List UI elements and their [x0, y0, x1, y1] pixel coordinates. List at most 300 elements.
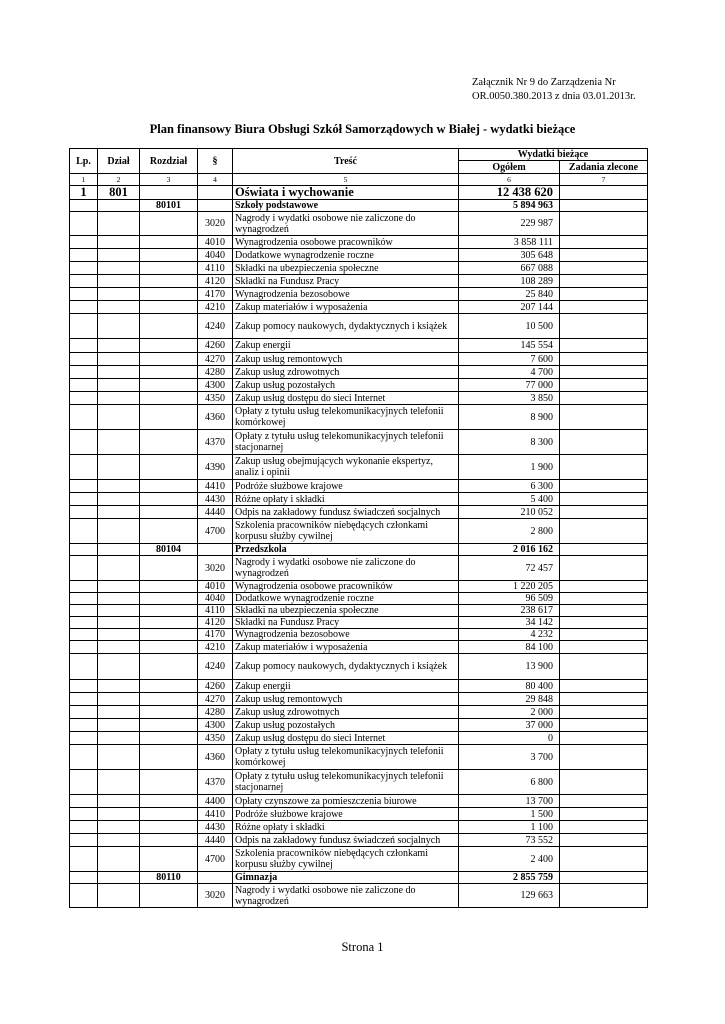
cell-paragraph: 4350 [198, 392, 233, 405]
cell-rozdzial [140, 379, 198, 392]
cell-zadania [560, 339, 648, 353]
cell-paragraph: 4010 [198, 581, 233, 593]
cell-lp [70, 392, 98, 405]
cell-paragraph: 4260 [198, 680, 233, 693]
cell-lp [70, 847, 98, 872]
cell-ogolem: 2 000 [459, 706, 560, 719]
paragraph-row [70, 262, 648, 275]
cell-zadania [560, 617, 648, 629]
paragraph-row [70, 629, 648, 641]
cell-zadania [560, 506, 648, 519]
cell-rozdzial [140, 519, 198, 544]
cell-dzial [98, 544, 140, 556]
cell-ogolem: 37 000 [459, 719, 560, 732]
cell-ogolem: 5 400 [459, 493, 560, 506]
cell-tresc: Zakup usług zdrowotnych [233, 706, 459, 719]
cell-lp [70, 275, 98, 288]
paragraph-row [70, 834, 648, 847]
cell-dzial [98, 275, 140, 288]
paragraph-row [70, 719, 648, 732]
cell-dzial [98, 732, 140, 745]
cell-rozdzial [140, 732, 198, 745]
cell-tresc: Nagrody i wydatki osobowe nie zaliczone do wynagrodzeń [233, 556, 459, 581]
cell-paragraph: 4430 [198, 821, 233, 834]
cell-rozdzial: 80110 [140, 872, 198, 884]
cell-zadania [560, 593, 648, 605]
cell-zadania [560, 275, 648, 288]
cell-zadania [560, 745, 648, 770]
col-number: 7 [560, 174, 648, 186]
cell-dzial [98, 847, 140, 872]
cell-ogolem: 77 000 [459, 379, 560, 392]
cell-rozdzial [140, 821, 198, 834]
cell-ogolem: 72 457 [459, 556, 560, 581]
cell-paragraph: 4120 [198, 617, 233, 629]
cell-ogolem: 10 500 [459, 314, 560, 339]
cell-ogolem: 1 220 205 [459, 581, 560, 593]
cell-dzial [98, 506, 140, 519]
cell-lp [70, 581, 98, 593]
cell-dzial [98, 834, 140, 847]
cell-paragraph: 4390 [198, 455, 233, 480]
cell-lp [70, 480, 98, 493]
col-header-rozdzial: Rozdział [140, 149, 198, 174]
cell-paragraph: 4260 [198, 339, 233, 353]
cell-rozdzial [140, 493, 198, 506]
cell-tresc: Dodatkowe wynagrodzenie roczne [233, 249, 459, 262]
cell-zadania [560, 249, 648, 262]
col-header-lp: Lp. [70, 149, 98, 174]
cell-zadania [560, 405, 648, 430]
cell-rozdzial [140, 480, 198, 493]
cell-paragraph: 4350 [198, 732, 233, 745]
cell-rozdzial [140, 339, 198, 353]
cell-tresc: Szkolenia pracowników niebędących członkami korpusu służby cywilnej [233, 847, 459, 872]
cell-zadania [560, 455, 648, 480]
cell-dzial [98, 641, 140, 654]
cell-lp [70, 808, 98, 821]
cell-lp [70, 629, 98, 641]
col-header-zadania: Zadania zlecone [560, 161, 648, 174]
cell-lp [70, 593, 98, 605]
paragraph-row [70, 693, 648, 706]
cell-paragraph: 4300 [198, 379, 233, 392]
paragraph-row [70, 680, 648, 693]
cell-ogolem: 4 700 [459, 366, 560, 379]
paragraph-row [70, 339, 648, 353]
cell-zadania [560, 544, 648, 556]
cell-dzial [98, 430, 140, 455]
col-header-wydatki: Wydatki bieżące [459, 149, 648, 161]
cell-rozdzial [140, 430, 198, 455]
cell-ogolem: 34 142 [459, 617, 560, 629]
cell-ogolem: 13 900 [459, 654, 560, 680]
cell-zadania [560, 301, 648, 314]
cell-paragraph: 4010 [198, 236, 233, 249]
cell-lp [70, 366, 98, 379]
paragraph-row [70, 884, 648, 908]
paragraph-row [70, 249, 648, 262]
cell-paragraph: 4270 [198, 693, 233, 706]
cell-paragraph: 4370 [198, 430, 233, 455]
cell-lp [70, 884, 98, 908]
cell-ogolem: 5 894 963 [459, 200, 560, 212]
cell-tresc: Odpis na zakładowy fundusz świadczeń socjalnych [233, 506, 459, 519]
cell-ogolem: 229 987 [459, 212, 560, 236]
paragraph-row [70, 847, 648, 872]
cell-ogolem: 84 100 [459, 641, 560, 654]
cell-rozdzial [140, 212, 198, 236]
cell-lp [70, 353, 98, 366]
cell-dzial [98, 288, 140, 301]
cell-ogolem: 667 088 [459, 262, 560, 275]
cell-paragraph [198, 186, 233, 200]
cell-rozdzial [140, 236, 198, 249]
cell-rozdzial [140, 808, 198, 821]
cell-ogolem: 3 858 111 [459, 236, 560, 249]
cell-tresc: Podróże służbowe krajowe [233, 480, 459, 493]
cell-lp [70, 680, 98, 693]
cell-rozdzial [140, 455, 198, 480]
cell-paragraph: 4270 [198, 353, 233, 366]
cell-paragraph: 4440 [198, 506, 233, 519]
cell-ogolem: 8 300 [459, 430, 560, 455]
cell-zadania [560, 480, 648, 493]
cell-zadania [560, 581, 648, 593]
cell-rozdzial [140, 654, 198, 680]
cell-lp [70, 544, 98, 556]
cell-dzial [98, 556, 140, 581]
cell-rozdzial [140, 301, 198, 314]
cell-tresc: Opłaty z tytułu usług telekomunikacyjnych telefonii stacjonarnej [233, 430, 459, 455]
cell-dzial [98, 262, 140, 275]
cell-ogolem: 8 900 [459, 405, 560, 430]
cell-tresc: Szkolenia pracowników niebędących członkami korpusu służby cywilnej [233, 519, 459, 544]
col-number: 6 [459, 174, 560, 186]
cell-lp [70, 556, 98, 581]
cell-paragraph: 4280 [198, 706, 233, 719]
cell-zadania [560, 430, 648, 455]
cell-ogolem: 6 800 [459, 770, 560, 795]
cell-tresc: Zakup usług remontowych [233, 353, 459, 366]
cell-dzial [98, 795, 140, 808]
cell-rozdzial [140, 353, 198, 366]
cell-paragraph: 4170 [198, 288, 233, 301]
header-note [472, 76, 636, 104]
cell-ogolem: 25 840 [459, 288, 560, 301]
rozdzial-row [70, 200, 648, 212]
paragraph-row [70, 641, 648, 654]
budget-table [69, 148, 648, 908]
cell-ogolem: 207 144 [459, 301, 560, 314]
cell-zadania [560, 834, 648, 847]
cell-dzial [98, 353, 140, 366]
cell-rozdzial [140, 795, 198, 808]
cell-tresc: Zakup energii [233, 339, 459, 353]
cell-paragraph: 4040 [198, 593, 233, 605]
cell-paragraph: 3020 [198, 212, 233, 236]
paragraph-row [70, 353, 648, 366]
header-row-1 [70, 149, 648, 161]
cell-paragraph: 4110 [198, 262, 233, 275]
cell-zadania [560, 654, 648, 680]
cell-lp: 1 [70, 186, 98, 200]
cell-paragraph: 4210 [198, 301, 233, 314]
col-header-ogolem: Ogółem [459, 161, 560, 174]
cell-zadania [560, 693, 648, 706]
cell-zadania [560, 493, 648, 506]
paragraph-row [70, 821, 648, 834]
cell-dzial [98, 212, 140, 236]
cell-lp [70, 405, 98, 430]
cell-tresc: Opłaty z tytułu usług telekomunikacyjnych telefonii komórkowej [233, 405, 459, 430]
cell-rozdzial [140, 314, 198, 339]
cell-dzial [98, 808, 140, 821]
header-note-line-1: Załącznik Nr 9 do Zarządzenia Nr [472, 77, 616, 88]
cell-paragraph [198, 544, 233, 556]
cell-tresc: Zakup materiałów i wyposażenia [233, 301, 459, 314]
col-header-paragraph: § [198, 149, 233, 174]
cell-tresc: Różne opłaty i składki [233, 493, 459, 506]
col-number: 4 [198, 174, 233, 186]
cell-rozdzial [140, 770, 198, 795]
paragraph-row [70, 288, 648, 301]
cell-lp [70, 834, 98, 847]
cell-ogolem: 2 800 [459, 519, 560, 544]
cell-lp [70, 654, 98, 680]
cell-dzial [98, 654, 140, 680]
cell-rozdzial [140, 392, 198, 405]
cell-zadania [560, 719, 648, 732]
paragraph-row [70, 556, 648, 581]
cell-rozdzial [140, 693, 198, 706]
cell-ogolem: 29 848 [459, 693, 560, 706]
cell-dzial [98, 236, 140, 249]
cell-rozdzial [140, 745, 198, 770]
cell-rozdzial [140, 617, 198, 629]
page-footer: Strona 1 [341, 940, 384, 954]
cell-ogolem: 96 509 [459, 593, 560, 605]
cell-dzial [98, 770, 140, 795]
cell-ogolem: 7 600 [459, 353, 560, 366]
cell-lp [70, 493, 98, 506]
paragraph-row [70, 314, 648, 339]
cell-dzial [98, 339, 140, 353]
cell-rozdzial [140, 581, 198, 593]
cell-rozdzial [140, 275, 198, 288]
cell-paragraph: 3020 [198, 884, 233, 908]
cell-ogolem: 3 700 [459, 745, 560, 770]
paragraph-row [70, 236, 648, 249]
cell-tresc: Zakup materiałów i wyposażenia [233, 641, 459, 654]
cell-ogolem: 0 [459, 732, 560, 745]
cell-paragraph: 4370 [198, 770, 233, 795]
cell-lp [70, 262, 98, 275]
cell-paragraph: 4280 [198, 366, 233, 379]
cell-lp [70, 430, 98, 455]
cell-ogolem: 2 016 162 [459, 544, 560, 556]
cell-paragraph: 4700 [198, 519, 233, 544]
cell-ogolem: 108 289 [459, 275, 560, 288]
cell-zadania [560, 821, 648, 834]
cell-rozdzial [140, 884, 198, 908]
cell-tresc: Zakup energii [233, 680, 459, 693]
cell-lp [70, 745, 98, 770]
cell-ogolem: 1 100 [459, 821, 560, 834]
cell-ogolem: 145 554 [459, 339, 560, 353]
col-number: 1 [70, 174, 98, 186]
paragraph-row [70, 654, 648, 680]
cell-tresc: Oświata i wychowanie [233, 186, 459, 200]
cell-tresc: Zakup pomocy naukowych, dydaktycznych i książek [233, 654, 459, 680]
cell-zadania [560, 200, 648, 212]
paragraph-row [70, 732, 648, 745]
cell-zadania [560, 808, 648, 821]
cell-dzial [98, 872, 140, 884]
cell-rozdzial [140, 605, 198, 617]
cell-dzial [98, 719, 140, 732]
cell-dzial [98, 617, 140, 629]
dzial-row [70, 186, 648, 200]
cell-rozdzial [140, 262, 198, 275]
cell-tresc: Zakup usług pozostałych [233, 719, 459, 732]
cell-lp [70, 693, 98, 706]
cell-dzial [98, 821, 140, 834]
cell-paragraph [198, 200, 233, 212]
cell-rozdzial [140, 834, 198, 847]
cell-rozdzial [140, 706, 198, 719]
cell-paragraph: 4210 [198, 641, 233, 654]
cell-paragraph: 4700 [198, 847, 233, 872]
cell-zadania [560, 366, 648, 379]
cell-dzial [98, 314, 140, 339]
cell-ogolem: 6 300 [459, 480, 560, 493]
cell-rozdzial [140, 680, 198, 693]
cell-lp [70, 605, 98, 617]
cell-tresc: Opłaty czynszowe za pomieszczenia biurowe [233, 795, 459, 808]
cell-zadania [560, 641, 648, 654]
paragraph-row [70, 493, 648, 506]
cell-tresc: Składki na ubezpieczenia społeczne [233, 262, 459, 275]
cell-rozdzial [140, 249, 198, 262]
paragraph-row [70, 366, 648, 379]
cell-paragraph: 4040 [198, 249, 233, 262]
paragraph-row [70, 379, 648, 392]
paragraph-row [70, 519, 648, 544]
col-number: 2 [98, 174, 140, 186]
cell-dzial [98, 455, 140, 480]
cell-ogolem: 73 552 [459, 834, 560, 847]
cell-zadania [560, 629, 648, 641]
cell-rozdzial [140, 288, 198, 301]
cell-zadania [560, 847, 648, 872]
cell-dzial [98, 392, 140, 405]
cell-lp [70, 249, 98, 262]
cell-ogolem: 210 052 [459, 506, 560, 519]
cell-lp [70, 872, 98, 884]
paragraph-row [70, 617, 648, 629]
paragraph-row [70, 745, 648, 770]
cell-ogolem: 80 400 [459, 680, 560, 693]
cell-rozdzial [140, 593, 198, 605]
cell-lp [70, 795, 98, 808]
cell-zadania [560, 379, 648, 392]
cell-lp [70, 379, 98, 392]
cell-paragraph: 4110 [198, 605, 233, 617]
cell-lp [70, 519, 98, 544]
cell-ogolem: 1 900 [459, 455, 560, 480]
cell-paragraph: 4400 [198, 795, 233, 808]
cell-ogolem: 238 617 [459, 605, 560, 617]
cell-zadania [560, 288, 648, 301]
cell-tresc: Gimnazja [233, 872, 459, 884]
cell-ogolem: 3 850 [459, 392, 560, 405]
cell-lp [70, 200, 98, 212]
cell-zadania [560, 186, 648, 200]
cell-dzial [98, 200, 140, 212]
paragraph-row [70, 455, 648, 480]
paragraph-row [70, 593, 648, 605]
cell-zadania [560, 706, 648, 719]
cell-tresc: Zakup usług remontowych [233, 693, 459, 706]
paragraph-row [70, 506, 648, 519]
cell-tresc: Wynagrodzenia bezosobowe [233, 629, 459, 641]
paragraph-row [70, 480, 648, 493]
cell-rozdzial [140, 405, 198, 430]
cell-dzial [98, 884, 140, 908]
paragraph-row [70, 770, 648, 795]
cell-dzial [98, 405, 140, 430]
cell-tresc: Odpis na zakładowy fundusz świadczeń socjalnych [233, 834, 459, 847]
cell-dzial [98, 581, 140, 593]
cell-zadania [560, 236, 648, 249]
cell-dzial [98, 745, 140, 770]
cell-zadania [560, 795, 648, 808]
cell-tresc: Składki na Fundusz Pracy [233, 617, 459, 629]
cell-lp [70, 719, 98, 732]
cell-dzial [98, 366, 140, 379]
header-note-line-2: OR.0050.380.2013 z dnia 03.01.2013r. [472, 91, 636, 102]
cell-zadania [560, 519, 648, 544]
cell-dzial [98, 480, 140, 493]
cell-tresc: Zakup usług dostępu do sieci Internet [233, 732, 459, 745]
cell-tresc: Dodatkowe wynagrodzenie roczne [233, 593, 459, 605]
cell-dzial [98, 629, 140, 641]
cell-rozdzial [140, 556, 198, 581]
cell-dzial [98, 493, 140, 506]
cell-paragraph: 4120 [198, 275, 233, 288]
cell-ogolem: 2 400 [459, 847, 560, 872]
cell-tresc: Różne opłaty i składki [233, 821, 459, 834]
cell-tresc: Wynagrodzenia osobowe pracowników [233, 581, 459, 593]
paragraph-row [70, 301, 648, 314]
cell-zadania [560, 556, 648, 581]
cell-lp [70, 770, 98, 795]
col-number: 3 [140, 174, 198, 186]
cell-rozdzial [140, 719, 198, 732]
cell-lp [70, 314, 98, 339]
paragraph-row [70, 405, 648, 430]
cell-tresc: Zakup usług obejmujących wykonanie ekspertyz, analiz i opinii [233, 455, 459, 480]
paragraph-row [70, 795, 648, 808]
cell-lp [70, 339, 98, 353]
cell-zadania [560, 314, 648, 339]
cell-tresc: Wynagrodzenia osobowe pracowników [233, 236, 459, 249]
rozdzial-row [70, 544, 648, 556]
cell-lp [70, 821, 98, 834]
cell-ogolem: 12 438 620 [459, 186, 560, 200]
cell-lp [70, 288, 98, 301]
